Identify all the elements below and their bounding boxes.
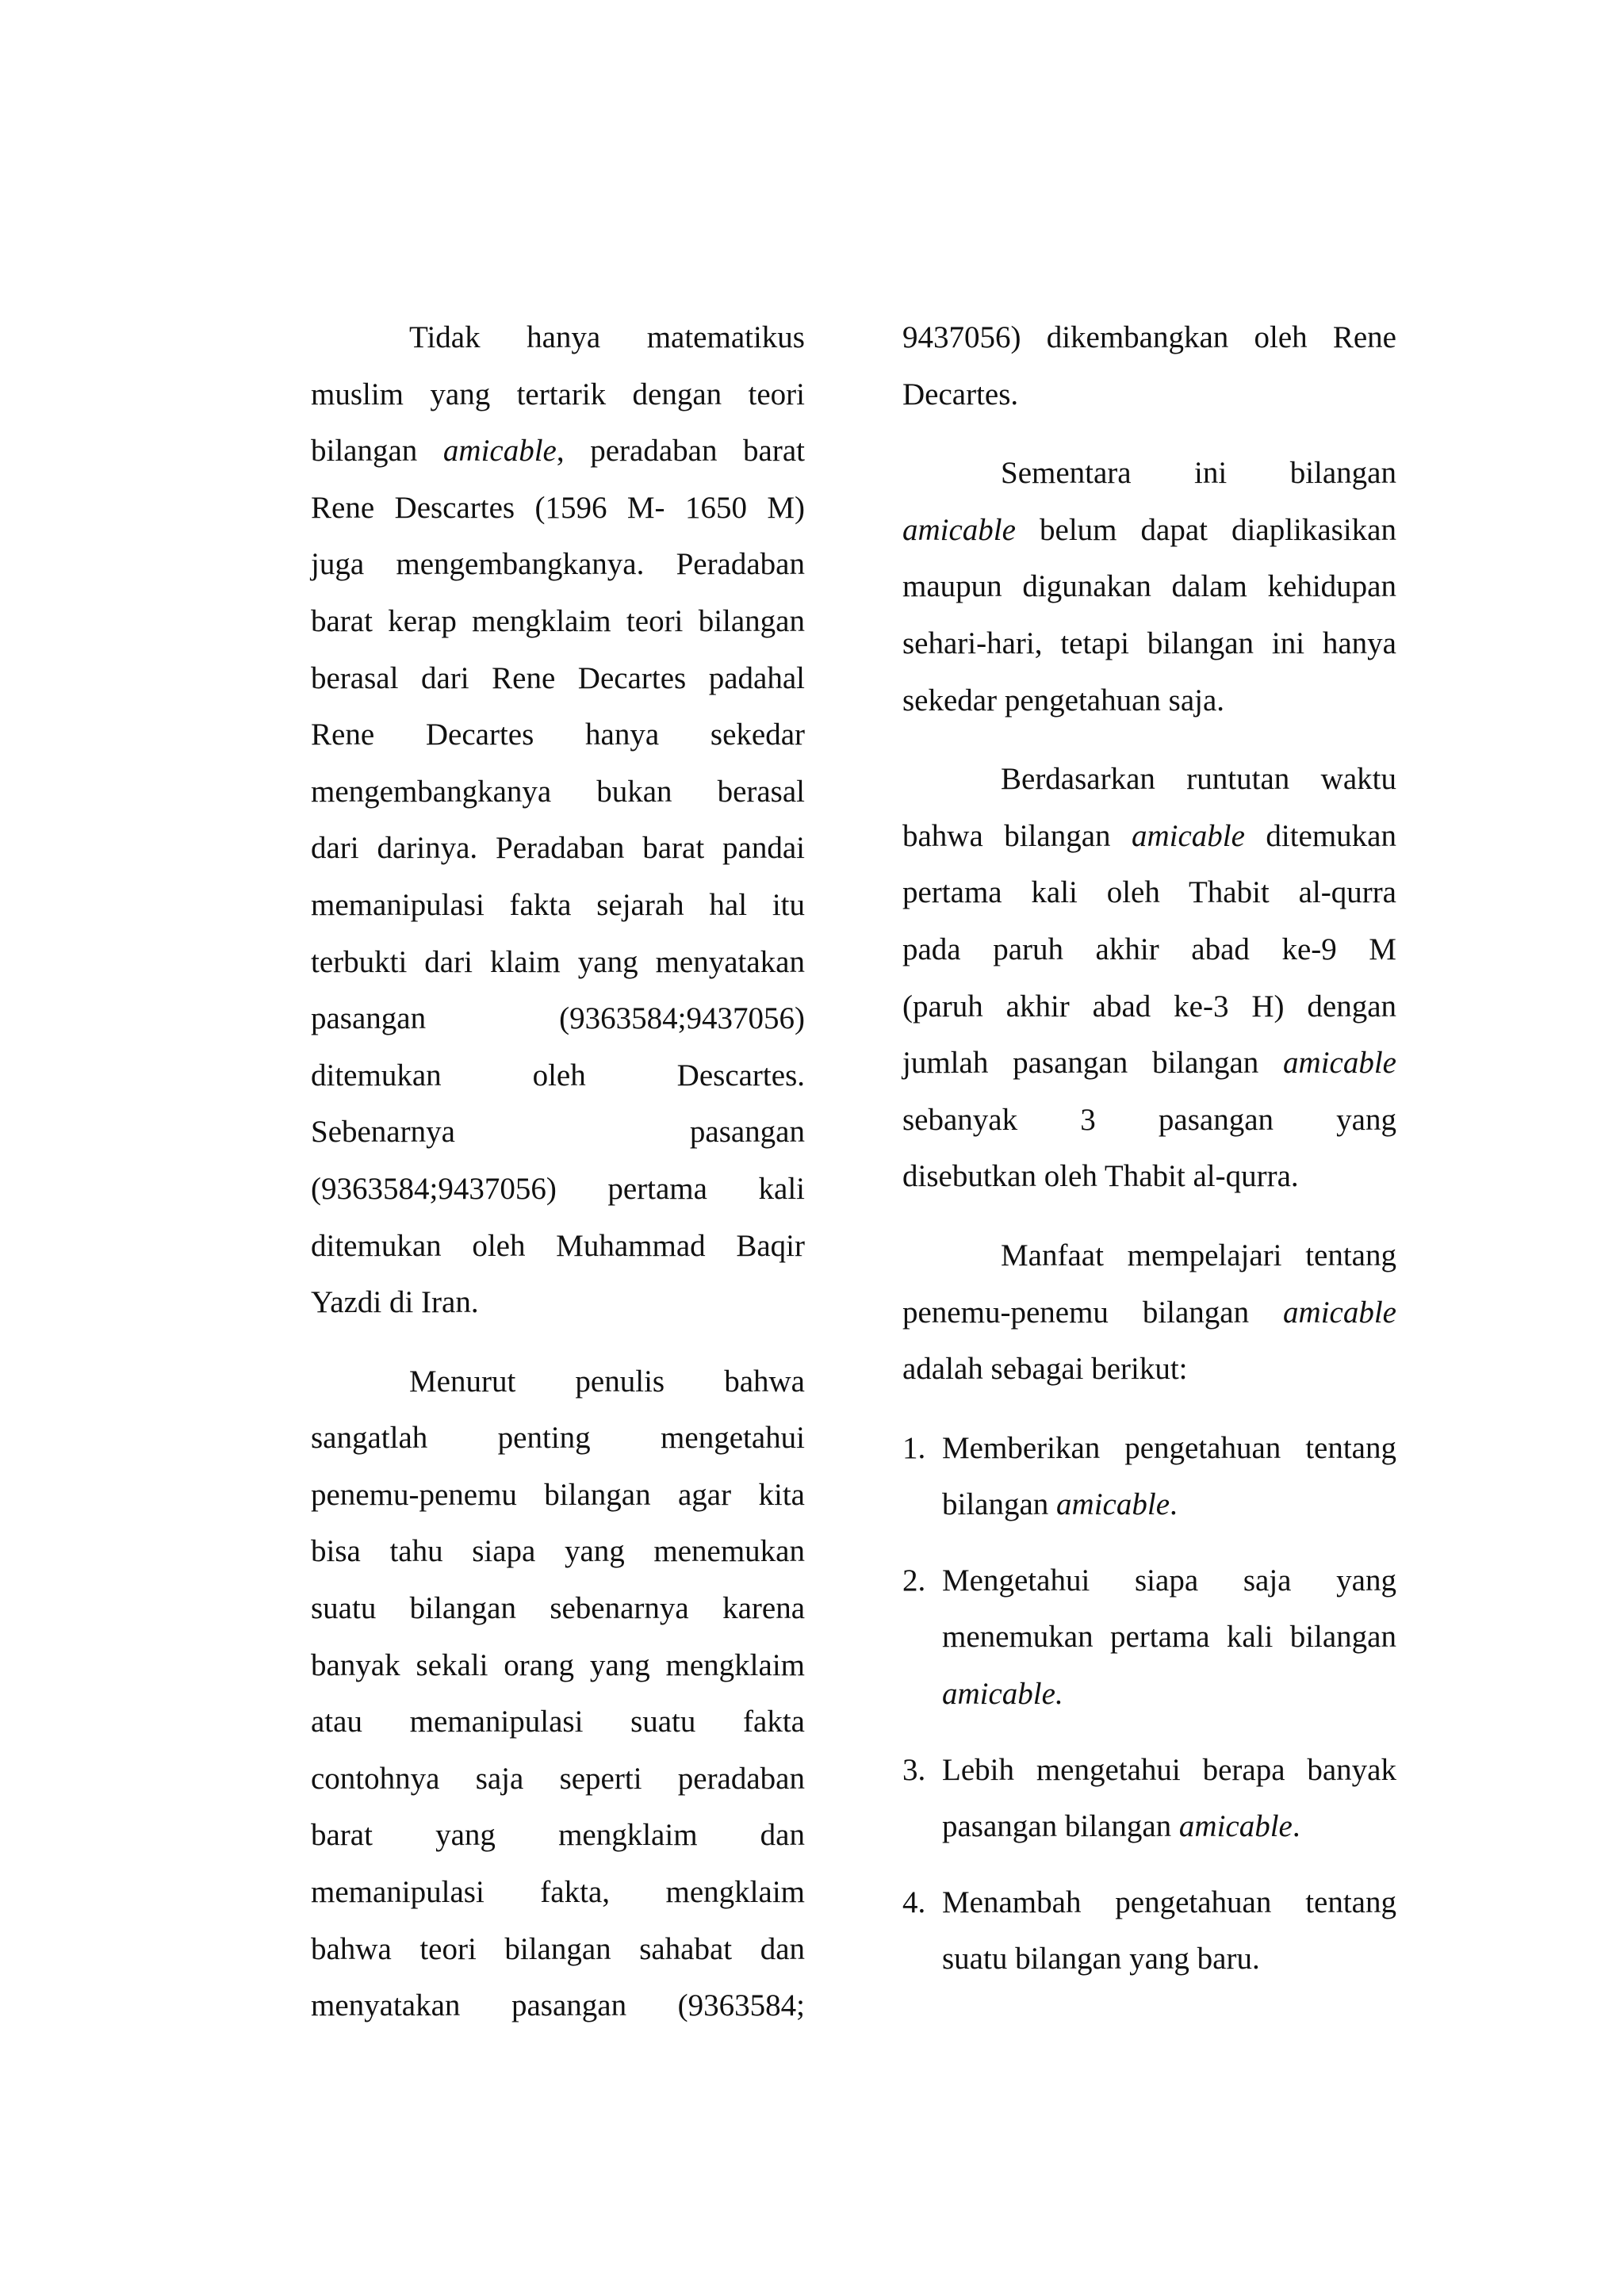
list-number: 2. <box>902 1563 926 1598</box>
list-item <box>902 1742 1396 1855</box>
text-line: bahwa bilangan amicable ditemukan <box>902 818 1396 853</box>
text-line: mengembangkanya bukan berasal <box>311 774 805 809</box>
text-line: Menurut penulis bahwa <box>409 1364 805 1399</box>
text-line: Yazdi di Iran. <box>311 1285 479 1320</box>
text-line: maupun digunakan dalam kehidupan <box>902 569 1396 604</box>
list-item <box>902 1420 1396 1533</box>
text-line: suatu bilangan sebenarnya karena <box>311 1591 805 1626</box>
benefits-list <box>902 1420 1396 1988</box>
right-column <box>902 309 1396 1988</box>
text-line: muslim yang tertarik dengan teori <box>311 377 805 411</box>
text-line: (9363584;9437056) pertama kali <box>311 1171 805 1206</box>
text-line: sangatlah penting mengetahui <box>311 1421 805 1456</box>
text-line: Berdasarkan runtutan waktu <box>1001 762 1396 797</box>
list-number: 3. <box>902 1752 926 1787</box>
paragraph-continuation <box>902 309 1396 423</box>
text-line: Manfaat mempelajari tentang <box>1001 1238 1396 1272</box>
text-line: ditemukan oleh Descartes. <box>311 1058 805 1093</box>
paragraph-sementara <box>902 445 1396 729</box>
text-line: penemu-penemu bilangan agar kita <box>311 1477 805 1512</box>
list-item-line: suatu bilangan yang baru. <box>942 1942 1260 1976</box>
text-line: pada paruh akhir abad ke-9 M <box>902 932 1396 966</box>
text-line: amicable belum dapat diaplikasikan <box>902 512 1396 547</box>
list-item-line: Mengetahui siapa saja yang <box>942 1563 1396 1598</box>
text-line: Tidak hanya matematikus <box>409 320 805 354</box>
list-number: 4. <box>902 1885 926 1919</box>
text-line: pasangan (9363584;9437056) <box>311 1001 805 1036</box>
text-line: memanipulasi fakta sejarah hal itu <box>311 887 805 922</box>
text-line: juga mengembangkanya. Peradaban <box>311 547 805 582</box>
text-line: terbukti dari klaim yang menyatakan <box>311 944 805 979</box>
text-line: berasal dari Rene Decartes padahal <box>311 660 805 695</box>
text-line: bilangan amicable, peradaban barat <box>311 434 806 469</box>
paragraph-berdasarkan <box>902 751 1396 1205</box>
text-line: adalah sebagai berikut: <box>902 1352 1188 1387</box>
text-line: memanipulasi fakta, mengklaim <box>311 1875 805 1910</box>
text-line: contohnya saja seperti peradaban <box>311 1761 805 1796</box>
list-item <box>902 1552 1396 1723</box>
text-line: Decartes. <box>902 377 1019 411</box>
text-line: sebanyak 3 pasangan yang <box>902 1102 1396 1137</box>
text-line: disebutkan oleh Thabit al-qurra. <box>902 1159 1299 1194</box>
text-line: menyatakan pasangan (9363584; <box>311 1988 805 2023</box>
text-line: atau memanipulasi suatu fakta <box>311 1705 805 1739</box>
paragraph-penulis <box>311 1353 805 2034</box>
text-line: ditemukan oleh Muhammad Baqir <box>311 1228 805 1263</box>
list-number: 1. <box>902 1430 926 1465</box>
text-line: sehari-hari, tetapi bilangan ini hanya <box>902 626 1396 660</box>
left-column <box>311 309 805 2034</box>
text-line: bisa tahu siapa yang menemukan <box>311 1534 805 1569</box>
text-line: penemu-penemu bilangan amicable <box>902 1295 1396 1330</box>
list-item-line: Memberikan pengetahuan tentang <box>942 1430 1396 1465</box>
text-line: banyak sekali orang yang mengklaim <box>311 1647 805 1682</box>
paragraph-manfaat <box>902 1227 1396 1398</box>
list-item-line: pasangan bilangan amicable. <box>942 1809 1300 1844</box>
text-line: jumlah pasangan bilangan amicable <box>902 1046 1396 1081</box>
text-line: Rene Decartes hanya sekedar <box>311 718 805 752</box>
text-line: (paruh akhir abad ke-3 H) dengan <box>902 989 1396 1024</box>
list-item-line: amicable. <box>942 1677 1063 1712</box>
text-line: 9437056) dikembangkan oleh Rene <box>902 320 1396 354</box>
text-line: bahwa teori bilangan sahabat dan <box>311 1931 805 1966</box>
text-line: pertama kali oleh Thabit al-qurra <box>902 875 1396 910</box>
list-item-line: bilangan amicable. <box>942 1487 1178 1522</box>
text-line: barat yang mengklaim dan <box>311 1818 805 1853</box>
list-item <box>902 1874 1396 1988</box>
text-line: sekedar pengetahuan saja. <box>902 683 1225 718</box>
text-line: Sebenarnya pasangan <box>311 1115 805 1150</box>
text-line: dari darinya. Peradaban barat pandai <box>311 831 805 866</box>
text-line: Sementara ini bilangan <box>1001 456 1396 491</box>
list-item-line: menemukan pertama kali bilangan <box>942 1620 1396 1655</box>
list-item-line: Menambah pengetahuan tentang <box>942 1885 1396 1919</box>
list-item-line: Lebih mengetahui berapa banyak <box>942 1752 1396 1787</box>
paragraph-descartes <box>311 309 805 1331</box>
text-line: barat kerap mengklaim teori bilangan <box>311 603 805 638</box>
text-line: Rene Descartes (1596 M- 1650 M) <box>311 490 805 525</box>
